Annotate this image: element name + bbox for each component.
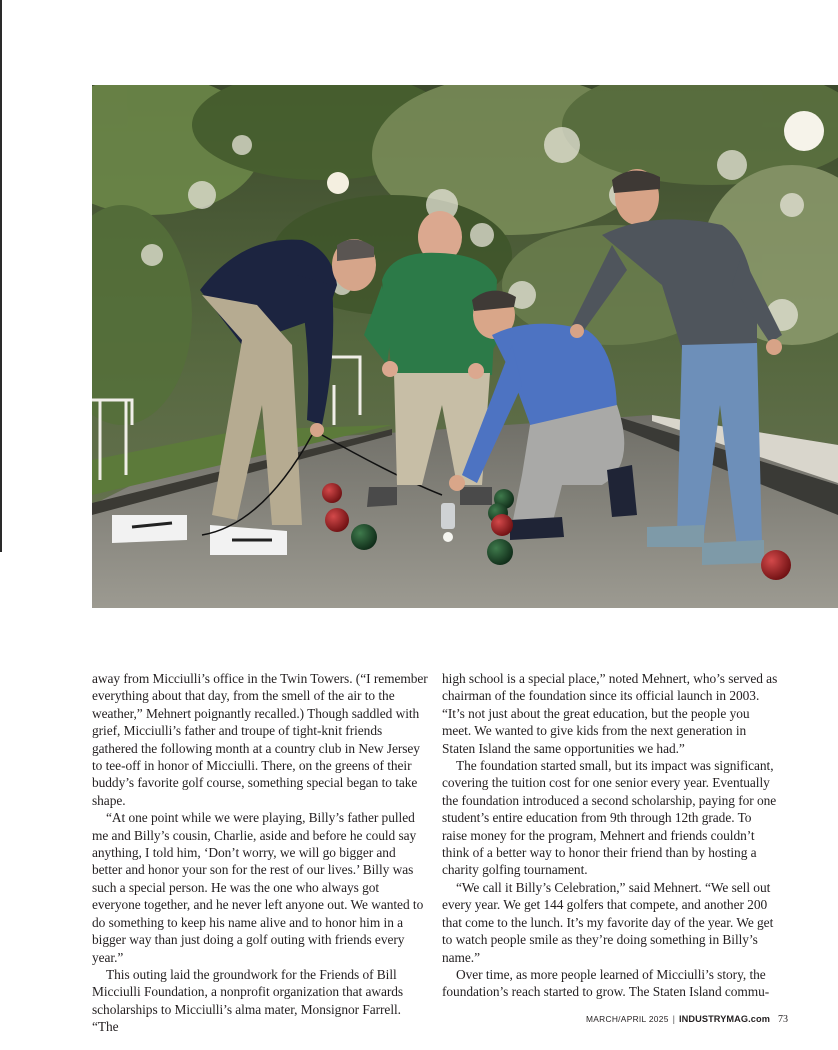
paragraph: high school is a special place,” noted Mehnert, who’s served as chairman of the foundation since its official launch in 2003. “It’s not just about the great education, but the people you meet. We wanted to give kids from the next generation in Staten Island the same opportunities we had.” <box>442 671 778 756</box>
paragraph: “We call it Billy’s Celebration,” said Mehnert. “We sell out every year. We get 144 golfers that compete, and another 200 that come to the lunch. It’s my favorite day of the year. We get to watch people smile as they’re doing something in Billy’s name.” <box>442 879 774 965</box>
paragraph: Over time, as more people learned of Micciulli’s story, the foundation’s reach started to grow. The Staten Island commu- <box>442 966 770 1000</box>
article-column-left <box>92 670 428 1036</box>
issue-date: MARCH/APRIL 2025 <box>585 1014 669 1024</box>
page-number: 73 <box>778 1014 788 1025</box>
paragraph: The foundation started small, but its impact was significant, covering the tuition cost for one senior every year. Eventually the foundation introduced a second scholarship, paying for one student’s entire education from 9th through 12th grade. To raise money for the program, Mehnert and friends couldn’t think of a better way to honor their friend than by hosting a charity golfing tournament. <box>442 758 777 878</box>
paragraph: “At one point while we were playing, Billy’s father pulled me and Billy’s cousin, Charlie, aside and before he could say anything, I told him, ‘Don’t worry, we will go bigger and better and honor your son for the rest of our lives.’ Billy was such a special person. He was the one who always got everyone together, and he never left anyone out. We wanted to do something to keep his name alive and to honor him in a bigger way than just doing a golf outing with friends every year.” <box>92 810 424 965</box>
paragraph: away from Micciulli’s office in the Twin Towers. (“I remember everything about that day, from the smell of the air to the weather,” Mehnert poignantly recalled.) Though saddled with grief, Micciulli’s father and troupe of tight-knit friends gathered the following month at a country club in New Jersey to tee-off in honor of Micciulli. There, on the greens of their buddy’s favorite golf course, something special began to take shape. <box>92 671 428 808</box>
site-name: INDUSTRYMAG.com <box>679 1014 770 1024</box>
article-column-right <box>442 670 778 1001</box>
paragraph: This outing laid the groundwork for the Friends of Bill Micciulli Foundation, a nonprofit organization that awards scholarships to Micciulli’s alma mater, Monsignor Farrell. “The <box>92 966 404 1035</box>
feature-photo <box>92 85 838 608</box>
page-edge-rule <box>0 0 2 552</box>
bocce-court-photo <box>92 85 838 608</box>
folio-separator: | <box>672 1014 675 1024</box>
page-folio <box>586 1014 788 1025</box>
